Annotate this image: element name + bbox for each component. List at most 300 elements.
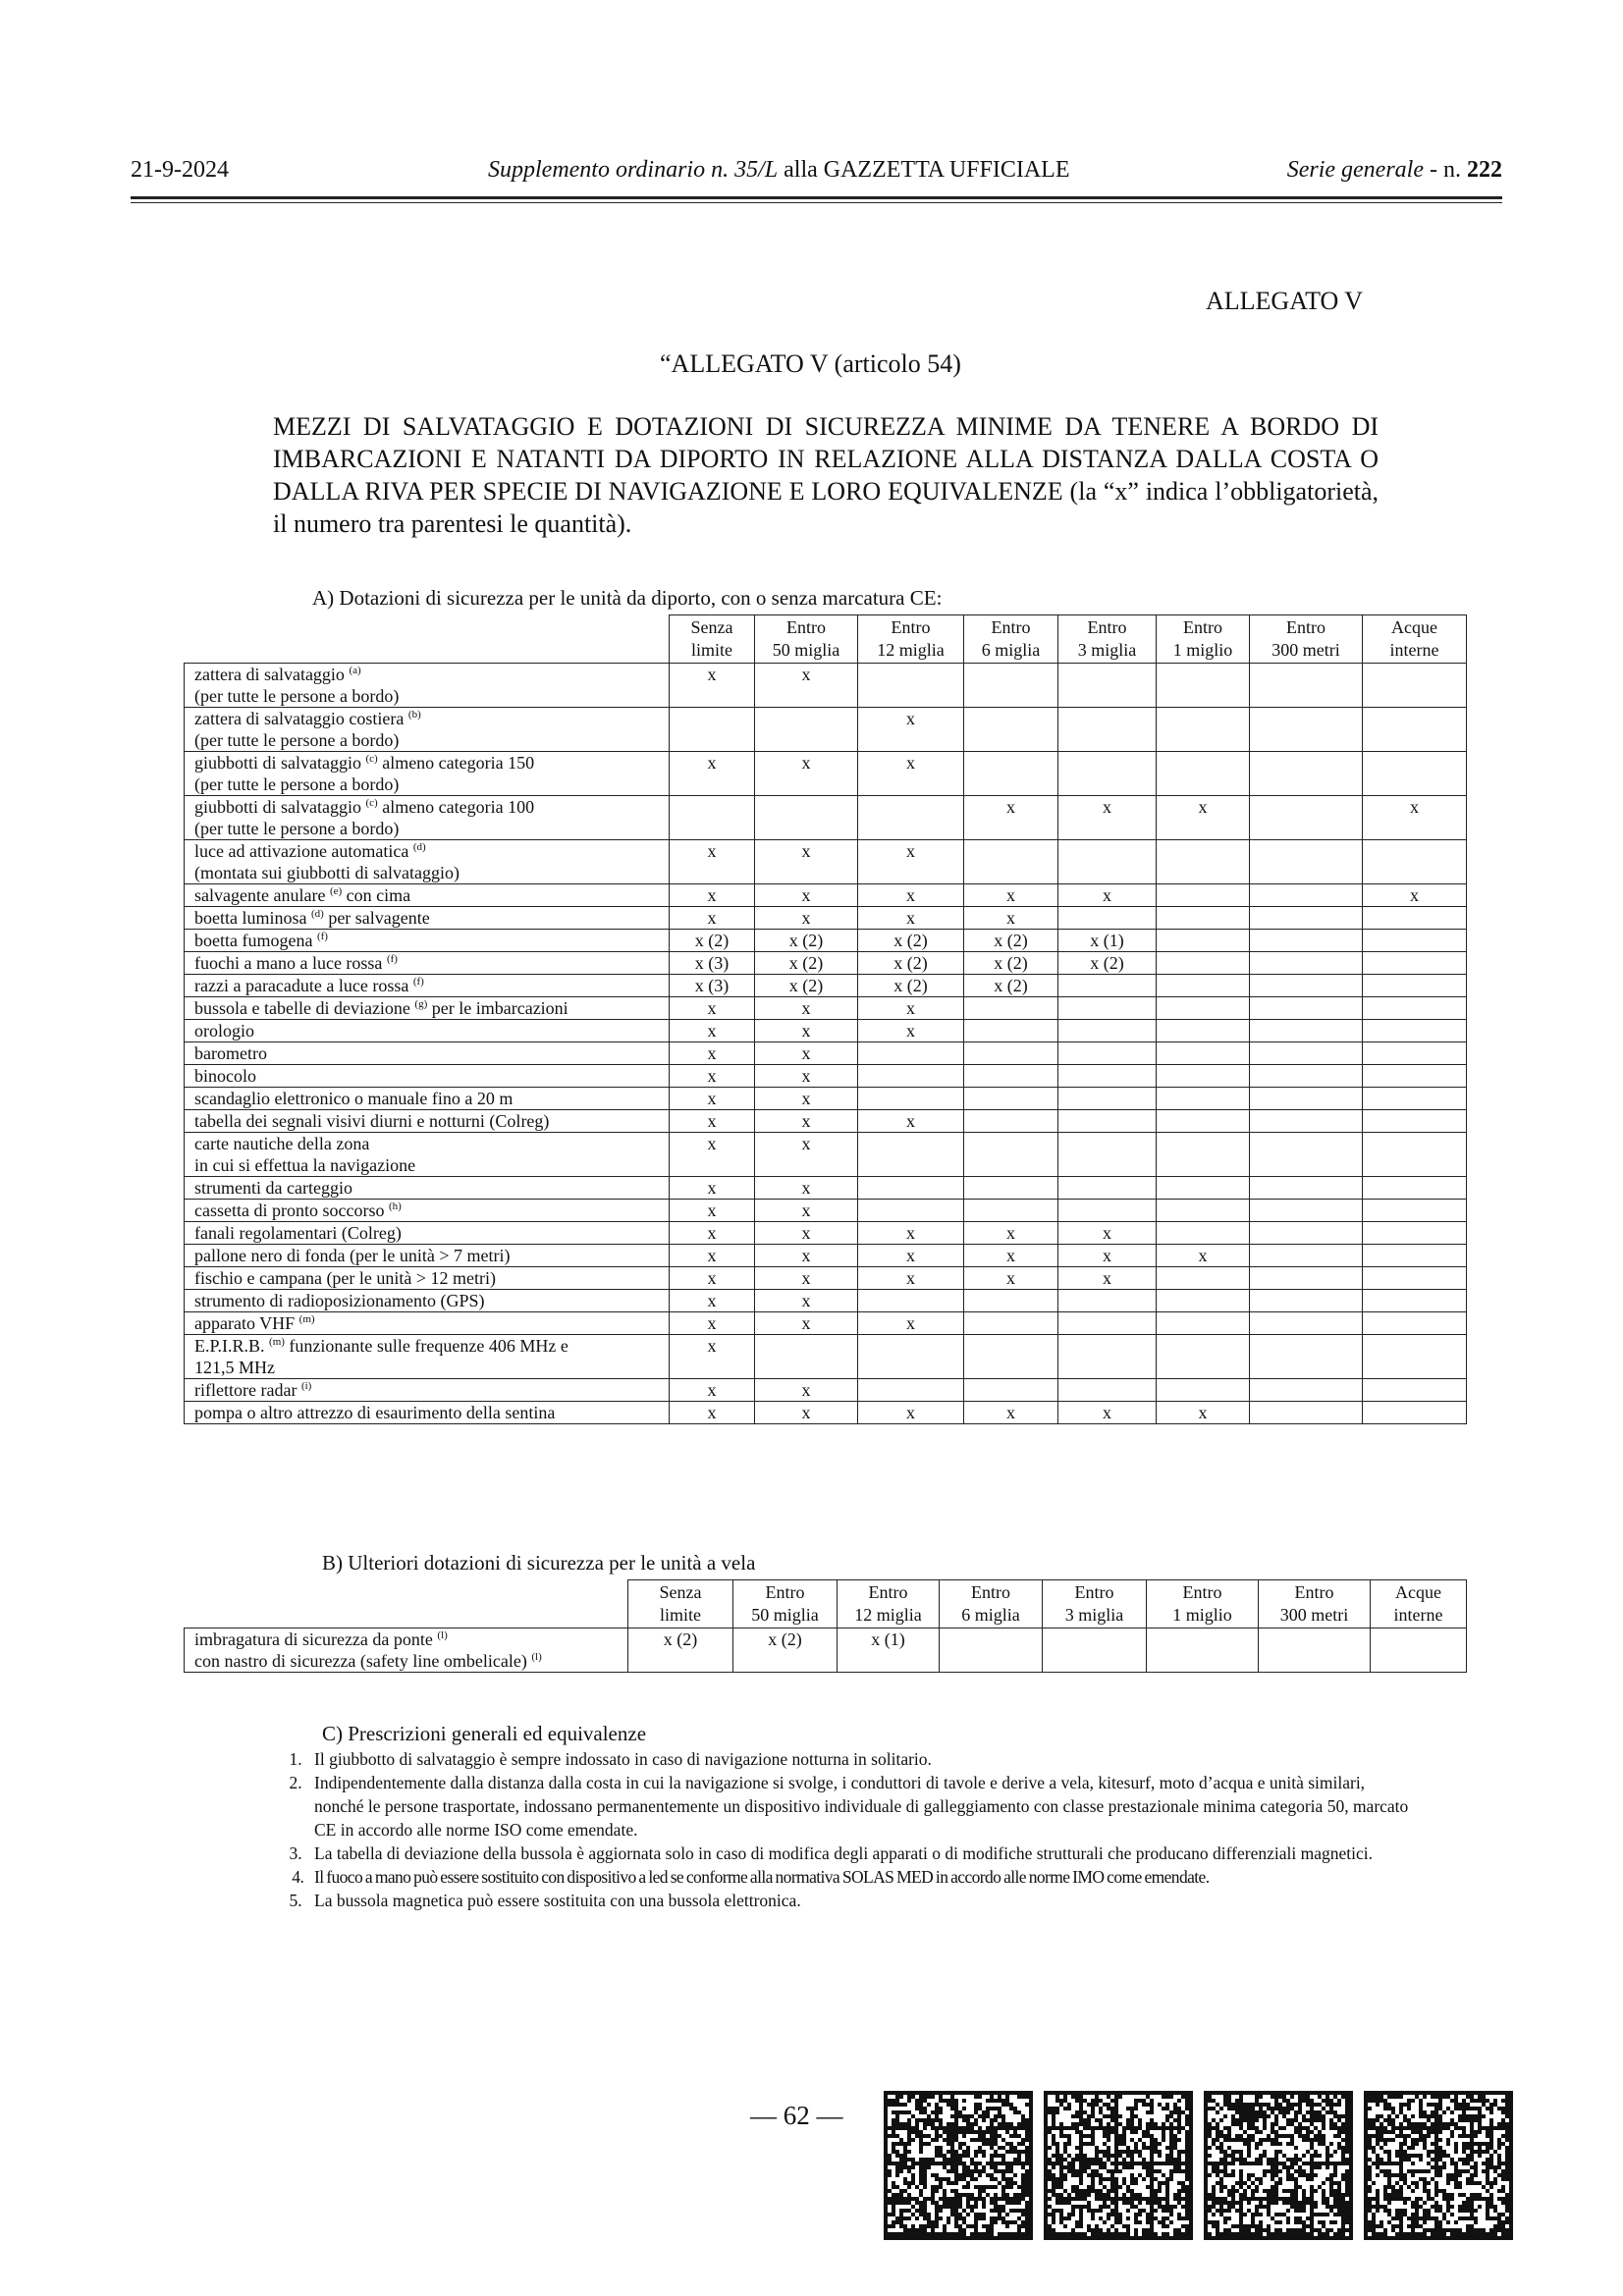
requirement-cell: [1058, 907, 1157, 930]
requirement-cell: [940, 1629, 1043, 1673]
requirement-cell: [1250, 1088, 1363, 1110]
requirement-cell: [858, 1177, 964, 1200]
table-row: [185, 930, 1467, 952]
requirement-cell: [1371, 1629, 1467, 1673]
table-row: [185, 1020, 1467, 1042]
requirement-cell: [1250, 952, 1363, 975]
equipment-name: [185, 884, 670, 907]
requirement-cell: [1157, 1379, 1250, 1402]
requirement-cell: [964, 1312, 1058, 1335]
section-c-title: C) Prescrizioni generali ed equivalenze: [322, 1722, 647, 1745]
requirement-cell: [1363, 997, 1467, 1020]
equipment-label: luce ad attivazione automatica: [194, 841, 413, 861]
requirement-cell: x (2): [964, 975, 1058, 997]
header-series: [1287, 157, 1502, 184]
requirement-cell: x: [670, 1042, 755, 1065]
requirement-cell: x (2): [964, 930, 1058, 952]
table-row: [185, 884, 1467, 907]
requirement-cell: [964, 752, 1058, 796]
requirement-cell: x: [755, 1245, 858, 1267]
footnote-ref: (m): [298, 1313, 315, 1325]
requirement-cell: [1250, 840, 1363, 884]
header-number: 222: [1467, 157, 1502, 183]
requirement-cell: [1250, 1020, 1363, 1042]
column-header-line2: limite: [660, 1605, 701, 1625]
equipment-label-line2: (montata sui giubbotti di salvataggio): [194, 863, 460, 882]
column-header-line1: Senza: [690, 617, 733, 637]
requirement-cell: [1157, 1290, 1250, 1312]
header-rule-thin: [131, 202, 1502, 203]
page-number: — 62 —: [750, 2101, 843, 2130]
requirement-cell: [1157, 1200, 1250, 1222]
requirement-cell: x: [1058, 1222, 1157, 1245]
equipment-label: carte nautiche della zona: [194, 1134, 370, 1153]
general-prescriptions-list: [267, 1747, 1418, 1912]
requirement-cell: [1250, 1110, 1363, 1133]
requirement-cell: [1363, 907, 1467, 930]
footnote-ref: (f): [412, 976, 424, 988]
table-row: [185, 1133, 1467, 1177]
requirement-cell: [1157, 840, 1250, 884]
column-header: [964, 615, 1058, 664]
requirement-cell: [1363, 1042, 1467, 1065]
intro-paragraph: MEZZI DI SALVATAGGIO E DOTAZIONI DI SICUREZZA MINIME DA TENERE A BORDO DI IMBARCAZIONI E NATANTI DA DIPORTO IN RELAZIONE ALLA DISTANZA DALLA COSTA O DALLA RIVA PER SPECIE DI NAVIGAZIONE E LORO EQUIVALENZE (la “x” indica l’obbligatorietà, il numero tra parentesi le quantità).: [273, 412, 1379, 538]
requirement-cell: x (1): [838, 1629, 940, 1673]
equipment-name: [185, 796, 670, 840]
requirement-cell: x (2): [733, 1629, 838, 1673]
requirement-cell: x: [670, 1312, 755, 1335]
equipment-label-cont: almeno categoria 100: [377, 797, 535, 817]
footnote-ref: (f): [316, 931, 328, 942]
requirement-cell: [964, 1200, 1058, 1222]
requirement-cell: x: [670, 1088, 755, 1110]
header-series-name: Serie generale: [1286, 157, 1424, 183]
requirement-cell: x: [755, 1267, 858, 1290]
footnote-ref: (g): [414, 998, 428, 1010]
requirement-cell: [964, 997, 1058, 1020]
column-header-line2: 12 miglia: [877, 640, 945, 660]
table-row: [185, 1177, 1467, 1200]
requirement-cell: [1363, 952, 1467, 975]
requirement-cell: x: [1058, 1245, 1157, 1267]
requirement-cell: [1157, 708, 1250, 752]
requirement-cell: x: [755, 840, 858, 884]
requirement-cell: x: [858, 1245, 964, 1267]
requirement-cell: [1363, 1200, 1467, 1222]
requirement-cell: x: [1363, 884, 1467, 907]
requirement-cell: [1157, 1222, 1250, 1245]
requirement-cell: x: [755, 884, 858, 907]
requirement-cell: x: [964, 884, 1058, 907]
footnote-ref: (c): [365, 753, 378, 765]
requirement-cell: [670, 708, 755, 752]
requirement-cell: x: [964, 907, 1058, 930]
requirement-cell: [1363, 1177, 1467, 1200]
requirement-cell: [1363, 1110, 1467, 1133]
requirement-cell: x: [1058, 1267, 1157, 1290]
requirement-cell: [964, 1088, 1058, 1110]
equipment-name: [185, 752, 670, 796]
column-header: [1157, 615, 1250, 664]
requirement-cell: [964, 1290, 1058, 1312]
requirement-cell: [1259, 1629, 1371, 1673]
column-header: [755, 615, 858, 664]
requirement-cell: [1058, 1042, 1157, 1065]
equipment-name: [185, 907, 670, 930]
equipment-label: fuochi a mano a luce rossa: [194, 953, 387, 973]
requirement-cell: [1157, 930, 1250, 952]
equipment-name: [185, 997, 670, 1020]
requirement-cell: [858, 796, 964, 840]
requirement-cell: x (2): [1058, 952, 1157, 975]
header-gazzetta: alla GAZZETTA UFFICIALE: [778, 157, 1070, 183]
table-row: [185, 1065, 1467, 1088]
section-a-title: A) Dotazioni di sicurezza per le unità da diporto, con o senza marcatura CE:: [312, 586, 943, 610]
requirement-cell: [1157, 1335, 1250, 1379]
table-row: [185, 708, 1467, 752]
requirement-cell: x: [755, 1200, 858, 1222]
equipment-label: zattera di salvataggio costiera: [194, 709, 408, 728]
requirement-cell: [1250, 975, 1363, 997]
column-header-line1: Acque: [1391, 617, 1437, 637]
table-row: [185, 952, 1467, 975]
requirement-cell: [1157, 1110, 1250, 1133]
equipment-label: giubbotti di salvataggio: [194, 753, 366, 773]
header-date: 21-9-2024: [131, 157, 229, 183]
table-row: [185, 1088, 1467, 1110]
column-header: [1043, 1580, 1147, 1629]
table-row: [185, 1379, 1467, 1402]
column-header-line1: Entro: [891, 617, 931, 637]
column-header: [1371, 1580, 1467, 1629]
requirement-cell: [1250, 708, 1363, 752]
equipment-label: orologio: [194, 1021, 254, 1041]
equipment-name: [185, 664, 670, 708]
requirement-cell: x (2): [858, 930, 964, 952]
table-row: [185, 1042, 1467, 1065]
requirement-cell: [1058, 664, 1157, 708]
equipment-label: bussola e tabelle di deviazione: [194, 998, 415, 1018]
requirement-cell: [964, 708, 1058, 752]
column-header-line1: Entro: [765, 1582, 805, 1602]
requirement-cell: [1250, 1065, 1363, 1088]
requirement-cell: x: [670, 1379, 755, 1402]
table-row: [185, 840, 1467, 884]
requirement-cell: x: [670, 1402, 755, 1424]
column-header: [1363, 615, 1467, 664]
equipment-name: [185, 1020, 670, 1042]
column-header: [733, 1580, 838, 1629]
equipment-name: [185, 708, 670, 752]
equipment-name: [185, 1177, 670, 1200]
requirement-cell: [1157, 997, 1250, 1020]
column-header-line1: Entro: [1074, 1582, 1114, 1602]
requirement-cell: [964, 1065, 1058, 1088]
requirement-cell: x: [670, 752, 755, 796]
requirement-cell: [1058, 840, 1157, 884]
column-header: [838, 1580, 940, 1629]
requirement-cell: x (1): [1058, 930, 1157, 952]
safety-equipment-table: [184, 614, 1467, 1424]
requirement-cell: x (2): [755, 930, 858, 952]
requirement-cell: [755, 796, 858, 840]
requirement-cell: [1157, 664, 1250, 708]
requirement-cell: x: [755, 1065, 858, 1088]
requirement-cell: [1250, 1379, 1363, 1402]
column-header-line2: 1 miglio: [1172, 1605, 1232, 1625]
equipment-label: imbragatura di sicurezza da ponte: [194, 1629, 438, 1649]
requirement-cell: [1363, 1290, 1467, 1312]
requirement-cell: x: [755, 1042, 858, 1065]
qr-code-3: [1204, 2091, 1353, 2240]
equipment-label-cont: almeno categoria 150: [377, 753, 535, 773]
table-row: [185, 1335, 1467, 1379]
requirement-cell: [858, 1290, 964, 1312]
requirement-cell: [964, 1042, 1058, 1065]
requirement-cell: [755, 708, 858, 752]
section-b-title: B) Ulteriori dotazioni di sicurezza per le unità a vela: [322, 1551, 756, 1575]
column-header-line1: Entro: [1183, 617, 1222, 637]
table-row: [185, 1110, 1467, 1133]
requirement-cell: x: [755, 1402, 858, 1424]
requirement-cell: [1157, 884, 1250, 907]
requirement-cell: x: [964, 1245, 1058, 1267]
column-header-line2: limite: [691, 640, 732, 660]
requirement-cell: [1363, 708, 1467, 752]
requirement-cell: x: [1058, 1402, 1157, 1424]
requirement-cell: x: [858, 1312, 964, 1335]
requirement-cell: [1250, 1042, 1363, 1065]
requirement-cell: [1058, 752, 1157, 796]
requirement-cell: x: [755, 752, 858, 796]
requirement-cell: x (3): [670, 952, 755, 975]
requirement-cell: x: [670, 840, 755, 884]
requirement-cell: x: [755, 1290, 858, 1312]
requirement-cell: x: [755, 907, 858, 930]
column-header-line2: 300 metri: [1271, 640, 1340, 660]
requirement-cell: [1363, 1312, 1467, 1335]
requirement-cell: [1363, 1379, 1467, 1402]
prescription-item: 1. Il giubbotto di salvataggio è sempre indossato in caso di navigazione notturna in solitario.: [306, 1747, 1418, 1771]
requirement-cell: [1157, 1133, 1250, 1177]
column-header-line1: Entro: [1087, 617, 1127, 637]
requirement-cell: x: [755, 1020, 858, 1042]
footnote-ref: (d): [412, 841, 426, 853]
requirement-cell: x: [858, 1110, 964, 1133]
requirement-cell: x: [964, 796, 1058, 840]
column-header-line1: Acque: [1395, 1582, 1441, 1602]
requirement-cell: [964, 1177, 1058, 1200]
requirement-cell: [1147, 1629, 1259, 1673]
requirement-cell: [1363, 930, 1467, 952]
requirement-cell: x (2): [670, 930, 755, 952]
header-series-sep: - n.: [1424, 157, 1467, 183]
requirement-cell: x: [670, 884, 755, 907]
header-blank-cell: [185, 1580, 628, 1629]
requirement-cell: x: [858, 752, 964, 796]
requirement-cell: x: [670, 1110, 755, 1133]
requirement-cell: x: [858, 708, 964, 752]
requirement-cell: x (2): [858, 952, 964, 975]
table-row: [185, 975, 1467, 997]
equipment-label: zattera di salvataggio: [194, 665, 350, 684]
requirement-cell: [1363, 1335, 1467, 1379]
table-row: [185, 752, 1467, 796]
requirement-cell: [1363, 1020, 1467, 1042]
equipment-label: pompa o altro attrezzo di esaurimento della sentina: [194, 1403, 556, 1422]
column-header-line1: Entro: [991, 617, 1031, 637]
requirement-cell: [1250, 1177, 1363, 1200]
requirement-cell: x: [670, 1020, 755, 1042]
requirement-cell: [1250, 1222, 1363, 1245]
column-header-line1: Senza: [659, 1582, 702, 1602]
equipment-label: salvagente anulare: [194, 885, 330, 905]
column-header-line1: Entro: [1286, 617, 1325, 637]
requirement-cell: x: [858, 840, 964, 884]
sailing-equipment-table: [184, 1579, 1467, 1673]
table-row: [185, 1222, 1467, 1245]
requirement-cell: [964, 1379, 1058, 1402]
page-header: [131, 157, 1502, 198]
header-blank-cell: [185, 615, 670, 664]
column-header: [1147, 1580, 1259, 1629]
equipment-label: apparato VHF: [194, 1313, 299, 1333]
requirement-cell: x: [964, 1267, 1058, 1290]
column-header-line2: 3 miglia: [1064, 1605, 1124, 1625]
equipment-name: [185, 1245, 670, 1267]
footnote-ref: (f): [386, 953, 398, 965]
footnote-ref: (c): [365, 797, 378, 809]
requirement-cell: [1250, 1245, 1363, 1267]
column-header-line2: 1 miglio: [1172, 640, 1233, 660]
column-header-line2: 6 miglia: [961, 1605, 1020, 1625]
table-row: [185, 1267, 1467, 1290]
requirement-cell: x: [858, 1267, 964, 1290]
requirement-cell: [670, 796, 755, 840]
requirement-cell: [1157, 1065, 1250, 1088]
equipment-label: boetta fumogena: [194, 931, 317, 950]
prescription-item: 3. La tabella di deviazione della bussola è aggiornata solo in caso di modifica degli apparati o di modifiche strutturali che producano differenziali magnetici.: [306, 1842, 1418, 1865]
requirement-cell: [1250, 1133, 1363, 1177]
requirement-cell: [1157, 1267, 1250, 1290]
requirement-cell: x: [670, 1065, 755, 1088]
requirement-cell: [858, 664, 964, 708]
requirement-cell: [1363, 1222, 1467, 1245]
requirement-cell: x: [964, 1402, 1058, 1424]
requirement-cell: x: [1058, 796, 1157, 840]
equipment-name: [185, 1065, 670, 1088]
requirement-cell: [1058, 1335, 1157, 1379]
column-header-line2: 3 miglia: [1077, 640, 1137, 660]
equipment-label: strumento di radioposizionamento (GPS): [194, 1291, 485, 1310]
equipment-label-line2: (per tutte le persone a bordo): [194, 819, 400, 838]
column-header-line2: interne: [1389, 640, 1439, 660]
column-header: [670, 615, 755, 664]
requirement-cell: x: [858, 1402, 964, 1424]
requirement-cell: [1363, 975, 1467, 997]
column-header: [1259, 1580, 1371, 1629]
table-row: [185, 997, 1467, 1020]
equipment-label-line2: (per tutte le persone a bordo): [194, 686, 400, 706]
requirement-cell: [1250, 752, 1363, 796]
equipment-label: binocolo: [194, 1066, 256, 1086]
equipment-label: barometro: [194, 1043, 267, 1063]
requirement-cell: [858, 1042, 964, 1065]
equipment-label: fanali regolamentari (Colreg): [194, 1223, 402, 1243]
equipment-label: tabella dei segnali visivi diurni e notturni (Colreg): [194, 1111, 550, 1131]
requirement-cell: [964, 1335, 1058, 1379]
column-header-line1: Entro: [786, 617, 826, 637]
column-header-line2: 300 metri: [1279, 1605, 1349, 1625]
requirement-cell: [1363, 840, 1467, 884]
qr-code-4: [1364, 2091, 1513, 2240]
requirement-cell: x: [670, 664, 755, 708]
equipment-name: [185, 1133, 670, 1177]
requirement-cell: x: [964, 1222, 1058, 1245]
requirement-cell: x: [1157, 1402, 1250, 1424]
footnote-ref: (m): [269, 1336, 285, 1348]
requirement-cell: [858, 1200, 964, 1222]
table-row: [185, 1200, 1467, 1222]
equipment-label: scandaglio elettronico o manuale fino a 20 m: [194, 1089, 514, 1108]
column-header: [628, 1580, 733, 1629]
requirement-cell: [1250, 1290, 1363, 1312]
requirement-cell: x: [670, 1222, 755, 1245]
requirement-cell: [1157, 1312, 1250, 1335]
equipment-label-line2: con nastro di sicurezza (safety line ombelicale): [194, 1651, 532, 1671]
requirement-cell: x: [670, 1200, 755, 1222]
requirement-cell: x: [858, 907, 964, 930]
equipment-label: giubbotti di salvataggio: [194, 797, 366, 817]
footnote-ref: (a): [349, 665, 361, 676]
requirement-cell: x: [755, 1222, 858, 1245]
column-header: [940, 1580, 1043, 1629]
requirement-cell: [858, 1065, 964, 1088]
requirement-cell: [1157, 752, 1250, 796]
table-header-row: [185, 1580, 1467, 1629]
equipment-name: [185, 1200, 670, 1222]
requirement-cell: [1058, 1177, 1157, 1200]
requirement-cell: [1157, 907, 1250, 930]
requirement-cell: [1250, 796, 1363, 840]
requirement-cell: x (3): [670, 975, 755, 997]
requirement-cell: [1058, 1379, 1157, 1402]
prescription-item: 5. La bussola magnetica può essere sostituita con una bussola elettronica.: [306, 1889, 1418, 1912]
requirement-cell: x: [1058, 884, 1157, 907]
requirement-cell: x: [858, 884, 964, 907]
requirement-cell: [755, 1335, 858, 1379]
equipment-name: [185, 840, 670, 884]
equipment-name: [185, 1312, 670, 1335]
requirement-cell: x (2): [628, 1629, 733, 1673]
requirement-cell: [858, 1133, 964, 1177]
requirement-cell: [1157, 1042, 1250, 1065]
table-header-row: [185, 615, 1467, 664]
requirement-cell: x (2): [755, 952, 858, 975]
equipment-label-cont: per salvagente: [323, 908, 430, 928]
equipment-name: [185, 1335, 670, 1379]
column-header: [1058, 615, 1157, 664]
equipment-name: [185, 1379, 670, 1402]
annex-label: ALLEGATO V: [1206, 287, 1364, 315]
equipment-label-line2: (per tutte le persone a bordo): [194, 774, 400, 794]
equipment-label-cont: per le imbarcazioni: [427, 998, 568, 1018]
requirement-cell: [1058, 1065, 1157, 1088]
equipment-name: [185, 930, 670, 952]
requirement-cell: [964, 664, 1058, 708]
requirement-cell: x (2): [858, 975, 964, 997]
requirement-cell: [1363, 664, 1467, 708]
